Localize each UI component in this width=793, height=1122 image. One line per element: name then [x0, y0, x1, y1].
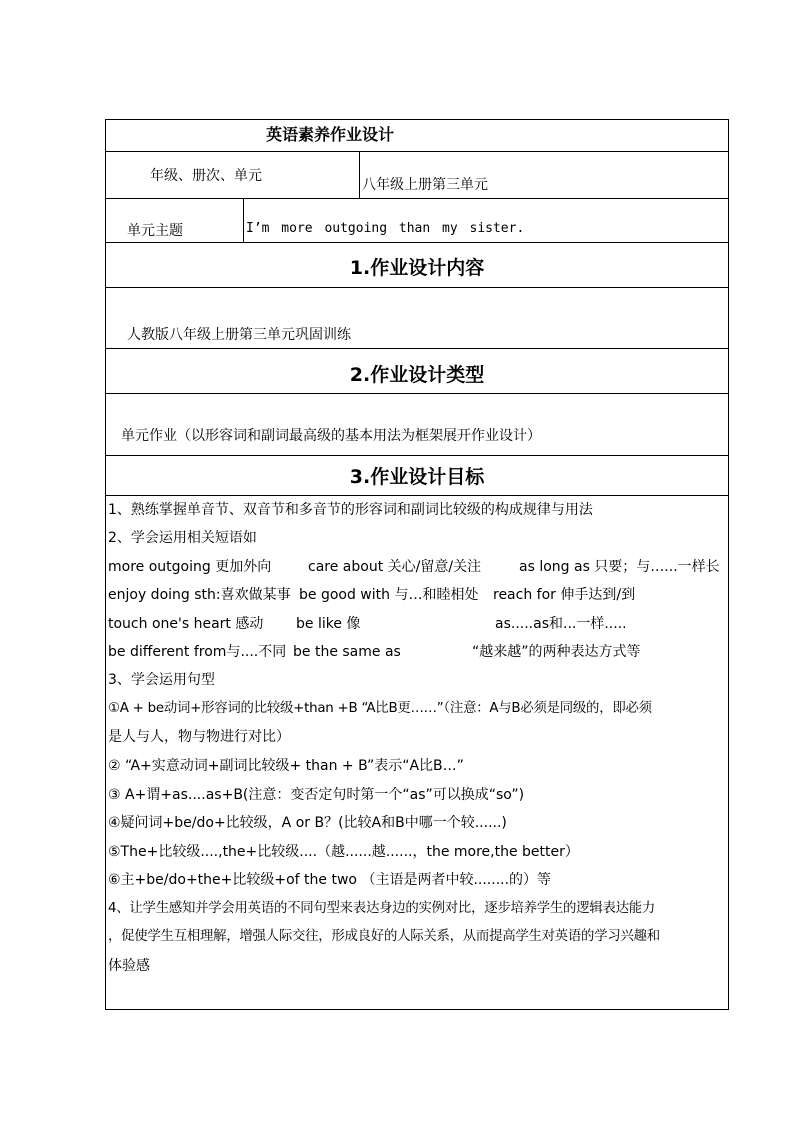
- goal-line-3: 3、学会运用句型: [108, 672, 215, 688]
- goal-line-2: 2、学会运用相关短语如: [108, 530, 257, 546]
- phrase-item: reach for 伸手达到/到: [493, 587, 636, 603]
- grade-value: 八年级上册第三单元: [362, 177, 488, 193]
- goal-line-1: 1、熟练掌握单音节、双音节和多音节的形容词和副词比较级的构成规律与用法: [108, 502, 593, 518]
- phrase-item: as.....as和...一样.....: [495, 616, 627, 632]
- theme-label: 单元主题: [127, 223, 183, 239]
- section1-content-row: [106, 288, 728, 349]
- grade-row: [106, 152, 728, 199]
- pattern-4: ④疑问词+be/do+比较级，A or B？(比较A和B中哪一个较......): [108, 815, 507, 831]
- section3-body: [106, 496, 728, 1009]
- theme-divider: [243, 199, 244, 242]
- pattern-1b: 是人与人，物与物进行对比）: [108, 729, 290, 745]
- grade-label: 年级、册次、单元: [150, 168, 262, 184]
- doc-title: 英语素养作业设计: [266, 125, 395, 144]
- section2-title: 2.作业设计类型: [349, 364, 485, 386]
- phrase-item: be the same as: [293, 644, 401, 660]
- pattern-1a: ①A + be动词+形容词的比较级+than +B “A比B更……”（注意：A与B必须是同级的，即必须: [108, 701, 652, 716]
- goal-line-4c: 体验感: [108, 958, 150, 974]
- section3-header-row: [106, 456, 728, 496]
- pattern-3: ③ A+谓+as....as+B(注意：变否定句时第一个“as”可以换成“so”): [108, 787, 525, 803]
- phrase-item: touch one's heart 感动: [108, 616, 264, 632]
- section2-header-row: [106, 349, 728, 394]
- section1-content: 人教版八年级上册第三单元巩固训练: [127, 327, 351, 343]
- pattern-5: ⑤The+比较级....,the+比较级....（越......越......，the more,the better）: [108, 844, 579, 860]
- goal-line-4a: 4、让学生感知并学会用英语的不同句型来表达身边的实例对比，逐步培养学生的逻辑表达能力: [108, 901, 656, 916]
- phrase-item: care about 关心/留意/关注: [308, 559, 482, 575]
- homework-design-table: [105, 119, 729, 1010]
- phrase-item: be like 像: [296, 616, 361, 632]
- section2-content: 单元作业（以形容词和副词最高级的基本用法为框架展开作业设计）: [121, 428, 541, 444]
- phrase-item: as long as 只要；与…...一样长: [519, 559, 720, 575]
- section1-title: 1.作业设计内容: [349, 257, 485, 279]
- goal-line-4b: ，促使学生互相理解，增强人际交往，形成良好的人际关系，从而提高学生对英语的学习兴趣和: [108, 929, 660, 944]
- grade-divider: [359, 152, 360, 198]
- section3-title: 3.作业设计目标: [349, 466, 485, 488]
- pattern-2: ② “A+实意动词+副词比较级+ than + B”表示“A比B…”: [108, 758, 464, 774]
- theme-row: [106, 199, 728, 243]
- section1-header-row: [106, 243, 728, 288]
- theme-value: I’m more outgoing than my sister.: [246, 221, 525, 236]
- phrase-item: be different from与....不同: [108, 644, 287, 660]
- section2-content-row: [106, 394, 728, 456]
- phrase-item: be good with 与…和睦相处: [299, 587, 479, 603]
- pattern-6: ⑥主+be/do+the+比较级+of the two （主语是两者中较........的）等: [108, 872, 552, 888]
- title-row: [106, 120, 728, 152]
- phrase-item: enjoy doing sth:喜欢做某事: [108, 587, 291, 603]
- phrase-item: more outgoing 更加外向: [108, 559, 272, 575]
- phrase-item: “越来越”的两种表达方式等: [472, 644, 641, 660]
